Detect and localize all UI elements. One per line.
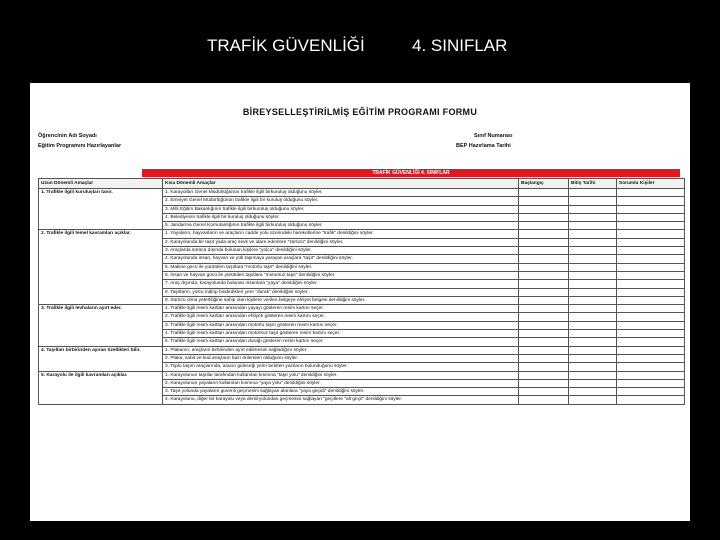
end-date-cell[interactable] (569, 354, 617, 362)
end-date-cell[interactable] (569, 330, 617, 338)
end-date-cell[interactable] (569, 271, 617, 279)
class-number-label: Sınıf Numarası (474, 133, 513, 139)
short-term-goal: 6. İnsan ve hayvan gücü ile yürütülen taşıtlara "motorsuz taşıt" denildiğini söyler. (163, 271, 519, 279)
table-row (39, 346, 685, 354)
responsible-cell[interactable] (617, 371, 685, 379)
bep-date-label: BEP Hazırlama Tarihi (456, 143, 511, 149)
form-title: BİREYSELLEŞTİRİLMİŞ EĞİTİM PROGRAMI FORMU (242, 107, 478, 117)
end-date-cell[interactable] (569, 396, 617, 404)
responsible-cell[interactable] (617, 222, 685, 230)
goals-table (38, 178, 685, 405)
end-date-cell[interactable] (569, 280, 617, 288)
slide-title-left: TRAFİK GÜVENLİĞİ (207, 36, 365, 55)
end-date-cell[interactable] (569, 238, 617, 246)
start-date-cell[interactable] (519, 205, 569, 213)
responsible-cell[interactable] (617, 205, 685, 213)
table-row (39, 371, 685, 379)
responsible-cell[interactable] (617, 280, 685, 288)
short-term-goal: 1. Karayolunun taşıtlar tarafından kullanılan kısmına "taşıt yolu" denildiğini söyler. (163, 371, 519, 379)
table-header-row (39, 179, 685, 189)
short-term-goal: 1. Trafikle ilgili resim kartları arasından yayayı gösteren resim kartını seçer. (163, 305, 519, 313)
start-date-cell[interactable] (519, 247, 569, 255)
short-term-goal: 9. Sürücü olma yeterliliğine sahip olan kişilere verilen belgeye ehliyet belgesi denildiğini söyler. (163, 296, 519, 304)
end-date-cell[interactable] (569, 313, 617, 321)
start-date-cell[interactable] (519, 280, 569, 288)
responsible-cell[interactable] (617, 230, 685, 238)
section-banner: TRAFİK GÜVENLİĞİ 4. SINIFLAR (142, 169, 680, 177)
end-date-cell[interactable] (569, 321, 617, 329)
end-date-cell[interactable] (569, 230, 617, 238)
responsible-cell[interactable] (617, 330, 685, 338)
responsible-cell[interactable] (617, 189, 685, 197)
short-term-goal: 4. Trafikle ilgili resim kartları arasından motorsuz taşıt gösteren resim kartını seçer. (163, 330, 519, 338)
table-row (39, 305, 685, 313)
end-date-cell[interactable] (569, 247, 617, 255)
short-term-goal: 2. Karayolunda bir taşıt yada araç sevk ve idare edenlere "sürücü" denildiğini söyler. (163, 238, 519, 246)
slide-title (0, 36, 720, 60)
end-date-cell[interactable] (569, 388, 617, 396)
end-date-cell[interactable] (569, 371, 617, 379)
slide-title-right: 4. SINIFLAR (412, 36, 508, 55)
long-term-goal: 2. Trafikle ilgili temel kavramları açıklar. (39, 230, 163, 305)
end-date-cell[interactable] (569, 197, 617, 205)
responsible-cell[interactable] (617, 213, 685, 221)
long-term-goal: 4. Taşıtları birbirinden ayıran özellikleri bilir. (39, 346, 163, 371)
start-date-cell[interactable] (519, 238, 569, 246)
start-date-cell[interactable] (519, 197, 569, 205)
short-term-goal: 2. Plaka, sabit ve kod araçların bazı önlemleri olduğunu söyler. (163, 354, 519, 362)
end-date-cell[interactable] (569, 338, 617, 346)
start-date-cell[interactable] (519, 321, 569, 329)
short-term-goal: 1. Karayolları Genel Müdürlüğünün trafikle ilgili birkuruluş olduğunu söyler. (163, 189, 519, 197)
start-date-cell[interactable] (519, 288, 569, 296)
responsible-cell[interactable] (617, 288, 685, 296)
responsible-cell[interactable] (617, 396, 685, 404)
short-term-goal: 5. Makine gücü ile yürütülen taşıtlara "motorlu taşıt" denildiğini söyler. (163, 263, 519, 271)
responsible-cell[interactable] (617, 197, 685, 205)
start-date-cell[interactable] (519, 379, 569, 387)
start-date-cell[interactable] (519, 388, 569, 396)
start-date-cell[interactable] (519, 330, 569, 338)
start-date-cell[interactable] (519, 354, 569, 362)
responsible-cell[interactable] (617, 346, 685, 354)
responsible-cell[interactable] (617, 354, 685, 362)
start-date-cell[interactable] (519, 230, 569, 238)
short-term-goal: 3. Milli Eğitim Bakanlığının trafikle ilgili birkuruluş olduğunu söyler. (163, 205, 519, 213)
end-date-cell[interactable] (569, 222, 617, 230)
start-date-cell[interactable] (519, 213, 569, 221)
responsible-cell[interactable] (617, 363, 685, 371)
responsible-cell[interactable] (617, 305, 685, 313)
end-date-cell[interactable] (569, 205, 617, 213)
end-date-cell[interactable] (569, 255, 617, 263)
long-term-goal: 5. Karayolu ile ilgili kavramları açıklar. (39, 371, 163, 404)
start-date-cell[interactable] (519, 296, 569, 304)
short-term-goal: 3. Araçlarda sürücü dışında bulunan kişilere "yolcu" denildiğini söyler. (163, 247, 519, 255)
short-term-goal: 5. Trafikle ilgili resim kartları arasından durağı gösteren resim kartını seçer. (163, 338, 519, 346)
responsible-cell[interactable] (617, 271, 685, 279)
end-date-cell[interactable] (569, 296, 617, 304)
start-date-cell[interactable] (519, 189, 569, 197)
start-date-cell[interactable] (519, 396, 569, 404)
end-date-cell[interactable] (569, 189, 617, 197)
responsible-cell[interactable] (617, 263, 685, 271)
responsible-cell[interactable] (617, 296, 685, 304)
start-date-cell[interactable] (519, 313, 569, 321)
responsible-cell[interactable] (617, 338, 685, 346)
header-start: Başlangıç (519, 179, 569, 189)
responsible-cell[interactable] (617, 379, 685, 387)
short-term-goal: 5. Jandarma Genel Komutanlığının trafikle ilgili birkuruluş olduğunu söyler. (163, 222, 519, 230)
short-term-goal: 2. Emniyet Genel Müdürlüğünün trafikle ilgili bir kuruluş olduğunu söyler. (163, 197, 519, 205)
short-term-goal: 2. Karayolunun yayaların kullanılan kısmına "yaya yolu" denildiğini söyler. (163, 379, 519, 387)
start-date-cell[interactable] (519, 346, 569, 354)
header-short-term: Kısa Dönemli Amaçlar (163, 179, 519, 189)
end-date-cell[interactable] (569, 346, 617, 354)
end-date-cell[interactable] (569, 213, 617, 221)
short-term-goal: 4. Karayolunda insan, hayvan ve yük taşımaya yarayan araçlara "taşıt" denildiğini söyler. (163, 255, 519, 263)
responsible-cell[interactable] (617, 255, 685, 263)
start-date-cell[interactable] (519, 271, 569, 279)
program-team-label: Eğitim Programını Hazırlayanlar (38, 143, 122, 149)
table-row (39, 230, 685, 238)
table-row (39, 189, 685, 197)
short-term-goal: 3. Taşıt yolunda yayaların güvenli geçmesini sağlayan alanlara "yaya geçidi" denildiğini söyler. (163, 388, 519, 396)
responsible-cell[interactable] (617, 321, 685, 329)
start-date-cell[interactable] (519, 255, 569, 263)
start-date-cell[interactable] (519, 305, 569, 313)
short-term-goal: 1. Yayaların, hayvanların ve araçların cadde yolu üzerindeki hareketlerine "trafik" denildiğini söyler. (163, 230, 519, 238)
responsible-cell[interactable] (617, 313, 685, 321)
start-date-cell[interactable] (519, 222, 569, 230)
start-date-cell[interactable] (519, 363, 569, 371)
student-name-label: Öğrencinin Adı Soyadı (38, 133, 97, 139)
short-term-goal: 4. Belediyenin trafikle ilgili bir kuruluş olduğunu söyler. (163, 213, 519, 221)
end-date-cell[interactable] (569, 305, 617, 313)
short-term-goal: 8. Taşıtların, yolcu indirip bindirdikleri yere "durak" denildiğini söyler. (163, 288, 519, 296)
long-term-goal: 1. Trafikle ilgili kuruluşları tanır. (39, 189, 163, 230)
end-date-cell[interactable] (569, 263, 617, 271)
end-date-cell[interactable] (569, 379, 617, 387)
responsible-cell[interactable] (617, 247, 685, 255)
short-term-goal: 3. Toplu taşım araçlarında, aracın gideceği yerin belirten yazıların bulunduğunu söyler. (163, 363, 519, 371)
end-date-cell[interactable] (569, 288, 617, 296)
header-responsible: Sorumlu Kişiler (617, 179, 685, 189)
short-term-goal: 3. Trafikle ilgili resim kartları arasından motorlu taşıtı gösteren resim kartını seçer. (163, 321, 519, 329)
start-date-cell[interactable] (519, 338, 569, 346)
responsible-cell[interactable] (617, 238, 685, 246)
long-term-goal: 3. Trafikle ilgili levhaların ayırt eder. (39, 305, 163, 346)
bep-form-document (30, 83, 690, 521)
header-end-date: Bitiş Tarihi (569, 179, 617, 189)
start-date-cell[interactable] (519, 371, 569, 379)
responsible-cell[interactable] (617, 388, 685, 396)
end-date-cell[interactable] (569, 363, 617, 371)
short-term-goal: 2. Trafikle ilgili resim kartları arasından ehliyeti gösteren resim kartını seçer. (163, 313, 519, 321)
start-date-cell[interactable] (519, 263, 569, 271)
short-term-goal: 1. Plakanın, araçların birbirinden ayırt edilmesini sağladığını söyler. (163, 346, 519, 354)
short-term-goal: 7. Araç dışında, karayolunda bulunan insanlara "yaya" denildiğini söyler. (163, 280, 519, 288)
header-long-term: Uzun Dönemli Amaçlar (39, 179, 163, 189)
short-term-goal: 4. Karayolunu, diğer bir karayolu veya demiryolundan geçmesini sağlayan "geçitlere "alt geçit" denildiğini söyler. (163, 396, 519, 404)
